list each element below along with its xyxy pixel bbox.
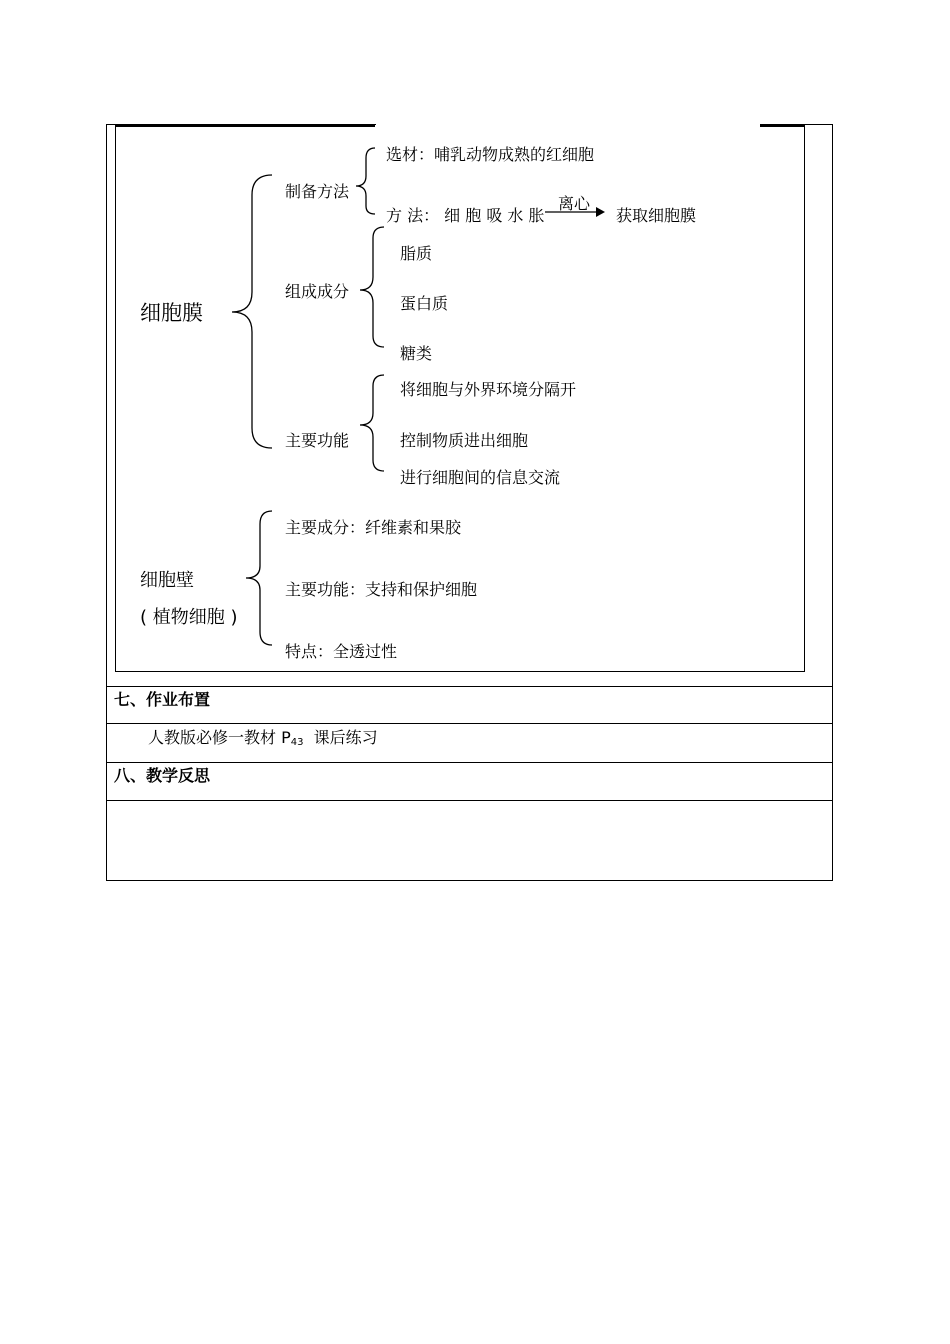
- wall-title: 细胞壁: [140, 570, 194, 591]
- composition-label: 组成成分: [285, 282, 350, 301]
- wall-subtitle: ( 植物细胞 ): [140, 607, 238, 628]
- homework-text-before: 人教版必修一教材 P: [148, 728, 291, 747]
- centrifuge-arrow-label: 离心: [558, 194, 591, 213]
- reflection-heading: 八、教学反思: [114, 766, 211, 785]
- wall-brace: [246, 511, 272, 645]
- prep-method: 方 法： 细 胞 吸 水 胀: [386, 206, 545, 225]
- homework-heading: 七、作业布置: [114, 690, 211, 709]
- composition-brace: [360, 227, 384, 347]
- wall-item: 特点：全透过性: [285, 642, 398, 661]
- membrane-brace: [232, 175, 272, 448]
- prep-result: 获取细胞膜: [616, 206, 697, 225]
- function-item: 控制物质进出细胞: [400, 431, 529, 450]
- function-item: 进行细胞间的信息交流: [400, 468, 561, 487]
- centrifuge-arrowhead: [596, 207, 605, 217]
- homework-text-after: 课后练习: [303, 728, 378, 747]
- prep-brace: [356, 148, 375, 214]
- prep-material: 选材：哺乳动物成熟的红细胞: [386, 145, 595, 164]
- function-item: 将细胞与外界环境分隔开: [400, 380, 577, 399]
- reflection-body[interactable]: [108, 802, 831, 878]
- functions-brace: [360, 375, 384, 471]
- homework-text: [148, 728, 378, 753]
- membrane-title: 细胞膜: [140, 301, 203, 325]
- homework-page-number: 43: [290, 737, 304, 748]
- wall-item: 主要成分：纤维素和果胶: [285, 518, 462, 537]
- composition-item: 蛋白质: [400, 294, 449, 313]
- prep-label: 制备方法: [285, 182, 350, 201]
- composition-item: 脂质: [400, 244, 433, 263]
- functions-label: 主要功能: [285, 431, 350, 450]
- wall-item: 主要功能：支持和保护细胞: [285, 580, 478, 599]
- composition-item: 糖类: [400, 344, 433, 363]
